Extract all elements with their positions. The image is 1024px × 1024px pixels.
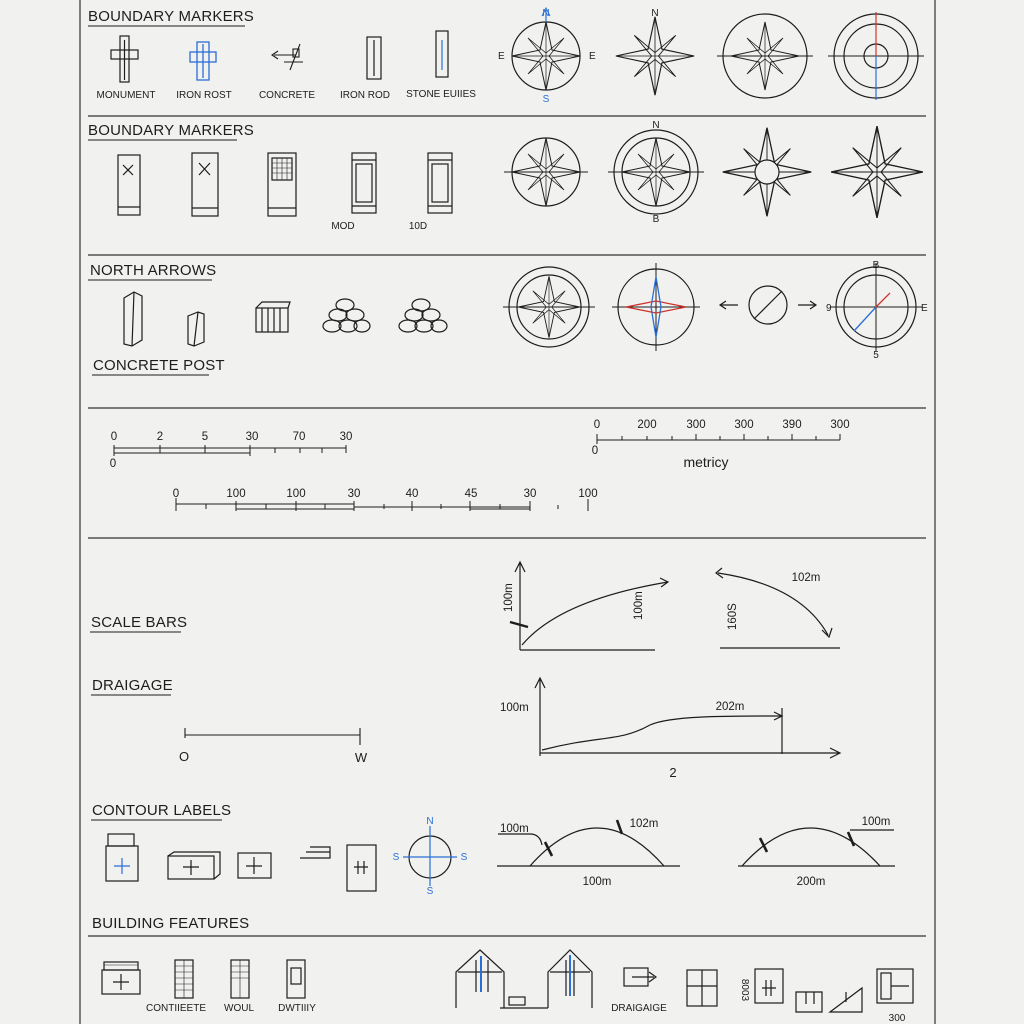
tick-label: 300 [734, 419, 754, 431]
hatched-block-icon [256, 302, 290, 332]
marker-label-concrete: CONCRETE [258, 90, 316, 101]
profile-end-label: 202m [715, 701, 745, 713]
section-title-scale-bars: SCALE BARS [91, 614, 188, 631]
ramp-symbol-icon [796, 988, 862, 1012]
contour-label: 100m [500, 823, 529, 835]
circle-slash-arrows-icon [720, 286, 816, 324]
drainage-left-label: O [178, 749, 190, 764]
building-tower-icon [231, 960, 249, 998]
building-label: CONTIIEETE [145, 1003, 207, 1014]
concrete-post-short-icon [188, 312, 204, 346]
drainage-line [185, 728, 360, 745]
sun-star-icon [723, 128, 811, 216]
marker-label-iron-post: IRON ROST [176, 90, 232, 101]
tick-label-zero: 0 [109, 458, 117, 470]
building-label: DRAIGAIGE [611, 1003, 667, 1014]
compass-north-letter: N [426, 816, 434, 827]
tick-label: 45 [464, 488, 478, 500]
floor-plan-icon [687, 970, 717, 1006]
contour-arc-2 [738, 828, 895, 866]
tick-label: 0 [110, 431, 118, 443]
arc-label: 102m [791, 572, 821, 584]
compass-south-letter: S [542, 94, 550, 105]
tick-label: 0 [593, 419, 601, 431]
section-title-building-features: BUILDING FEATURES [92, 915, 250, 932]
sheet-frame [80, 0, 935, 1024]
compass-crosshair-icon [403, 826, 457, 886]
compass-circle-star-icon [717, 14, 813, 98]
building-label: DWTIIIY [278, 1003, 316, 1014]
compass-east-letter: E [589, 51, 596, 62]
north-star-icon [831, 126, 923, 218]
contour-label: 200m [796, 876, 826, 888]
tick-label: 70 [292, 431, 306, 443]
tick-label: 30 [347, 488, 361, 500]
scale-2-tick-labels [592, 419, 850, 470]
compass-rose-icon [504, 138, 588, 206]
marker-block-x-icon [118, 155, 140, 215]
tick-label: 390 [782, 419, 802, 431]
iron-rod-symbol-icon [367, 37, 381, 79]
building-label: 300 [888, 1013, 906, 1024]
contour-label: 100m [861, 816, 891, 828]
stone-marker-icon [436, 31, 448, 77]
marker-label-mod: MOD [331, 221, 355, 232]
colored-compass-icon [612, 263, 700, 351]
house-elevation-icon [548, 950, 592, 1008]
concrete-post-tall-icon [124, 292, 142, 346]
compass-north-letter: N [652, 120, 660, 131]
contour-symbol-box-icon [106, 834, 138, 881]
compass-west-letter: S [392, 852, 400, 863]
target-compass-icon [830, 263, 922, 351]
compass-north-letter: N [542, 8, 550, 19]
door-symbol-icon [347, 845, 376, 891]
drainage-right-label: W [354, 750, 368, 765]
star-north-letter: N [651, 8, 659, 19]
section-title-contour-labels: CONTOUR LABELS [92, 802, 232, 819]
double-ring-compass-icon [608, 130, 704, 214]
compass-rose-icon [503, 267, 595, 347]
marker-label-10d: 10D [408, 221, 428, 232]
building-tower-icon [287, 960, 305, 998]
tick-label: 100 [286, 488, 306, 500]
tick-label: 300 [830, 419, 850, 431]
tick-label: 300 [686, 419, 706, 431]
section-title-north-arrows: NORTH ARROWS [90, 262, 217, 279]
marker-block-hatched-icon [428, 153, 452, 213]
tick-label-zero: 0 [591, 445, 599, 457]
scale-bar-1 [114, 445, 346, 456]
tick-label: 40 [405, 488, 419, 500]
tick-label: 2 [156, 431, 164, 443]
monument-symbol-icon [111, 36, 138, 82]
scale-bar-2 [597, 434, 840, 444]
profile-graph [535, 678, 840, 758]
contour-label: 102m [629, 818, 659, 830]
compass-north-letter: B [872, 260, 880, 271]
compass-east-letter: S [460, 852, 468, 863]
curve-label: 100m [633, 591, 645, 620]
marker-label-stone: STONE EUIIES [406, 89, 476, 100]
tick-label: 5 [201, 431, 209, 443]
tick-label: 100 [226, 488, 246, 500]
tick-label: 30 [523, 488, 537, 500]
stair-symbol-icon [300, 847, 330, 858]
compass-east-letter: E [921, 303, 928, 314]
section-title-boundary-markers-2: BOUNDARY MARKERS [88, 122, 255, 139]
compass-south-letter: 5 [873, 350, 879, 361]
axis-label: 100m [503, 583, 515, 612]
section-title-drainage: DRAIGAGE [92, 677, 173, 694]
north-star-icon [616, 17, 694, 95]
marker-label-monument: MONUMENT [96, 90, 156, 101]
arc-side-label: 160S [727, 603, 739, 630]
compass-west-letter: E [498, 51, 505, 62]
profile-y-label: 100m [500, 702, 529, 714]
house-elevation-icon [456, 950, 548, 1008]
contour-symbol-box-icon [238, 853, 271, 878]
profile-x-label: 2 [669, 765, 677, 780]
contour-symbol-wide-box-icon [168, 852, 220, 879]
concrete-marker-icon [272, 44, 303, 70]
compass-south-letter: S [426, 886, 434, 897]
target-compass-icon [828, 12, 924, 100]
iron-post-symbol-icon [190, 42, 216, 80]
facility-symbol-icon [877, 969, 913, 1003]
scale-3-tick-labels [173, 488, 598, 500]
compass-south-letter: B [652, 214, 660, 225]
tick-label: 100 [578, 488, 598, 500]
marker-block-hatched-icon [352, 153, 376, 213]
tick-label: 200 [637, 419, 657, 431]
compass-rose-icon [512, 8, 580, 90]
label-concrete-post: CONCRETE POST [93, 357, 225, 374]
section-title-boundary-markers: BOUNDARY MARKERS [88, 8, 255, 25]
scale-1-tick-labels [110, 431, 353, 470]
scale-unit-label: metricy [683, 454, 729, 470]
marker-label-iron-rod: IRON ROD [340, 90, 390, 101]
building-vertical-label: 8003 [739, 978, 750, 1002]
tick-label: 0 [172, 488, 180, 500]
tick-label: 30 [245, 431, 259, 443]
stone-pile-icon [399, 299, 447, 332]
drainage-arrow-box-icon [624, 968, 656, 986]
stone-pile-icon [323, 299, 370, 332]
compass-west-letter: 9 [826, 303, 832, 314]
marker-block-x-icon [192, 153, 218, 216]
marker-block-grid-icon [268, 153, 296, 216]
building-label: WOUL [224, 1003, 254, 1014]
building-box-icon [102, 962, 140, 994]
tick-label: 30 [339, 431, 353, 443]
window-symbol-icon [755, 969, 783, 1003]
contour-label: 100m [582, 876, 612, 888]
building-tower-icon [175, 960, 193, 998]
